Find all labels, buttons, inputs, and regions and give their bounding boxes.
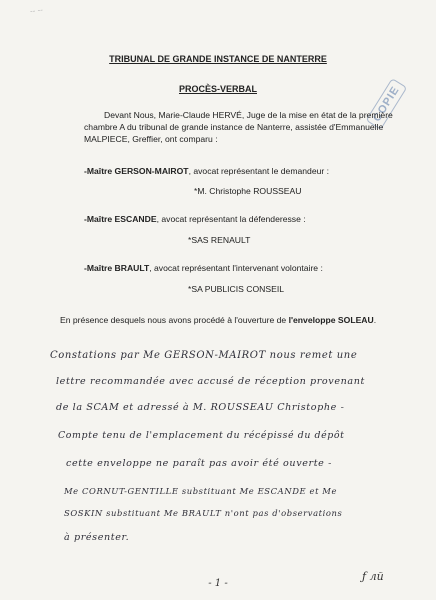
- handwritten-line-8: à présenter.: [64, 532, 130, 543]
- party-3-lawyer: -Maître BRAULT: [84, 263, 150, 273]
- doc-type-title: PROCÈS-VERBAL: [178, 84, 257, 94]
- initials-signature: ƒ лй: [362, 570, 384, 583]
- party-2-lawyer: -Maître ESCANDE: [84, 214, 157, 224]
- intro-line-1: Devant Nous, Marie-Claude HERVÉ, Juge de la mise en état de la première: [104, 110, 393, 120]
- intro-line-2: chambre A du tribunal de grande instance de Nanterre, assistée d'Emmanuelle: [84, 122, 384, 132]
- handwritten-line-7: SOSKIN substituant Me BRAULT n'ont pas d'observations: [64, 508, 343, 518]
- presence-text: En présence desquels nous avons procédé à l'ouverture de: [60, 315, 289, 325]
- party-1-client: *M. Christophe ROUSSEAU: [194, 186, 302, 196]
- handwritten-line-5: cette enveloppe ne paraît pas avoir été ouverte -: [66, 458, 332, 469]
- stamp-text: COPIE: [366, 78, 408, 130]
- handwritten-line-2: lettre recommandée avec accusé de réception provenant: [56, 376, 365, 387]
- presence-envelope: l'enveloppe SOLEAU: [288, 315, 374, 325]
- party-1-lawyer: -Maître GERSON-MAIROT: [84, 166, 189, 176]
- party-1-line: [84, 166, 329, 177]
- handwritten-line-4: Compte tenu de l'emplacement du récépissé du dépôt: [58, 430, 345, 441]
- handwritten-line-1: Constations par Me GERSON-MAIROT nous remet une: [50, 350, 358, 361]
- handwritten-line-6: Me CORNUT-GENTILLE substituant Me ESCANDE et Me: [64, 486, 338, 496]
- page-number: - 1 -: [208, 578, 228, 589]
- party-3-client: *SA PUBLICIS CONSEIL: [188, 284, 284, 294]
- party-3-line: [84, 263, 323, 274]
- corner-scribble: -- --: [29, 5, 44, 16]
- presence-end: .: [373, 315, 377, 325]
- handwritten-line-3: de la SCAM et adressé à M. ROUSSEAU Christophe -: [56, 402, 345, 413]
- intro-line-3: MALPIECE, Greffier, ont comparu :: [84, 134, 218, 144]
- presence-line: [60, 315, 376, 326]
- party-3-role: , avocat représentant l'intervenant volontaire :: [149, 263, 323, 273]
- party-2-role: , avocat représentant la défenderesse :: [156, 214, 306, 224]
- party-2-line: [84, 214, 306, 225]
- party-1-role: , avocat représentant le demandeur :: [188, 166, 330, 176]
- party-2-client: *SAS RENAULT: [188, 235, 251, 245]
- court-title: TRIBUNAL DE GRANDE INSTANCE DE NANTERRE: [109, 54, 327, 64]
